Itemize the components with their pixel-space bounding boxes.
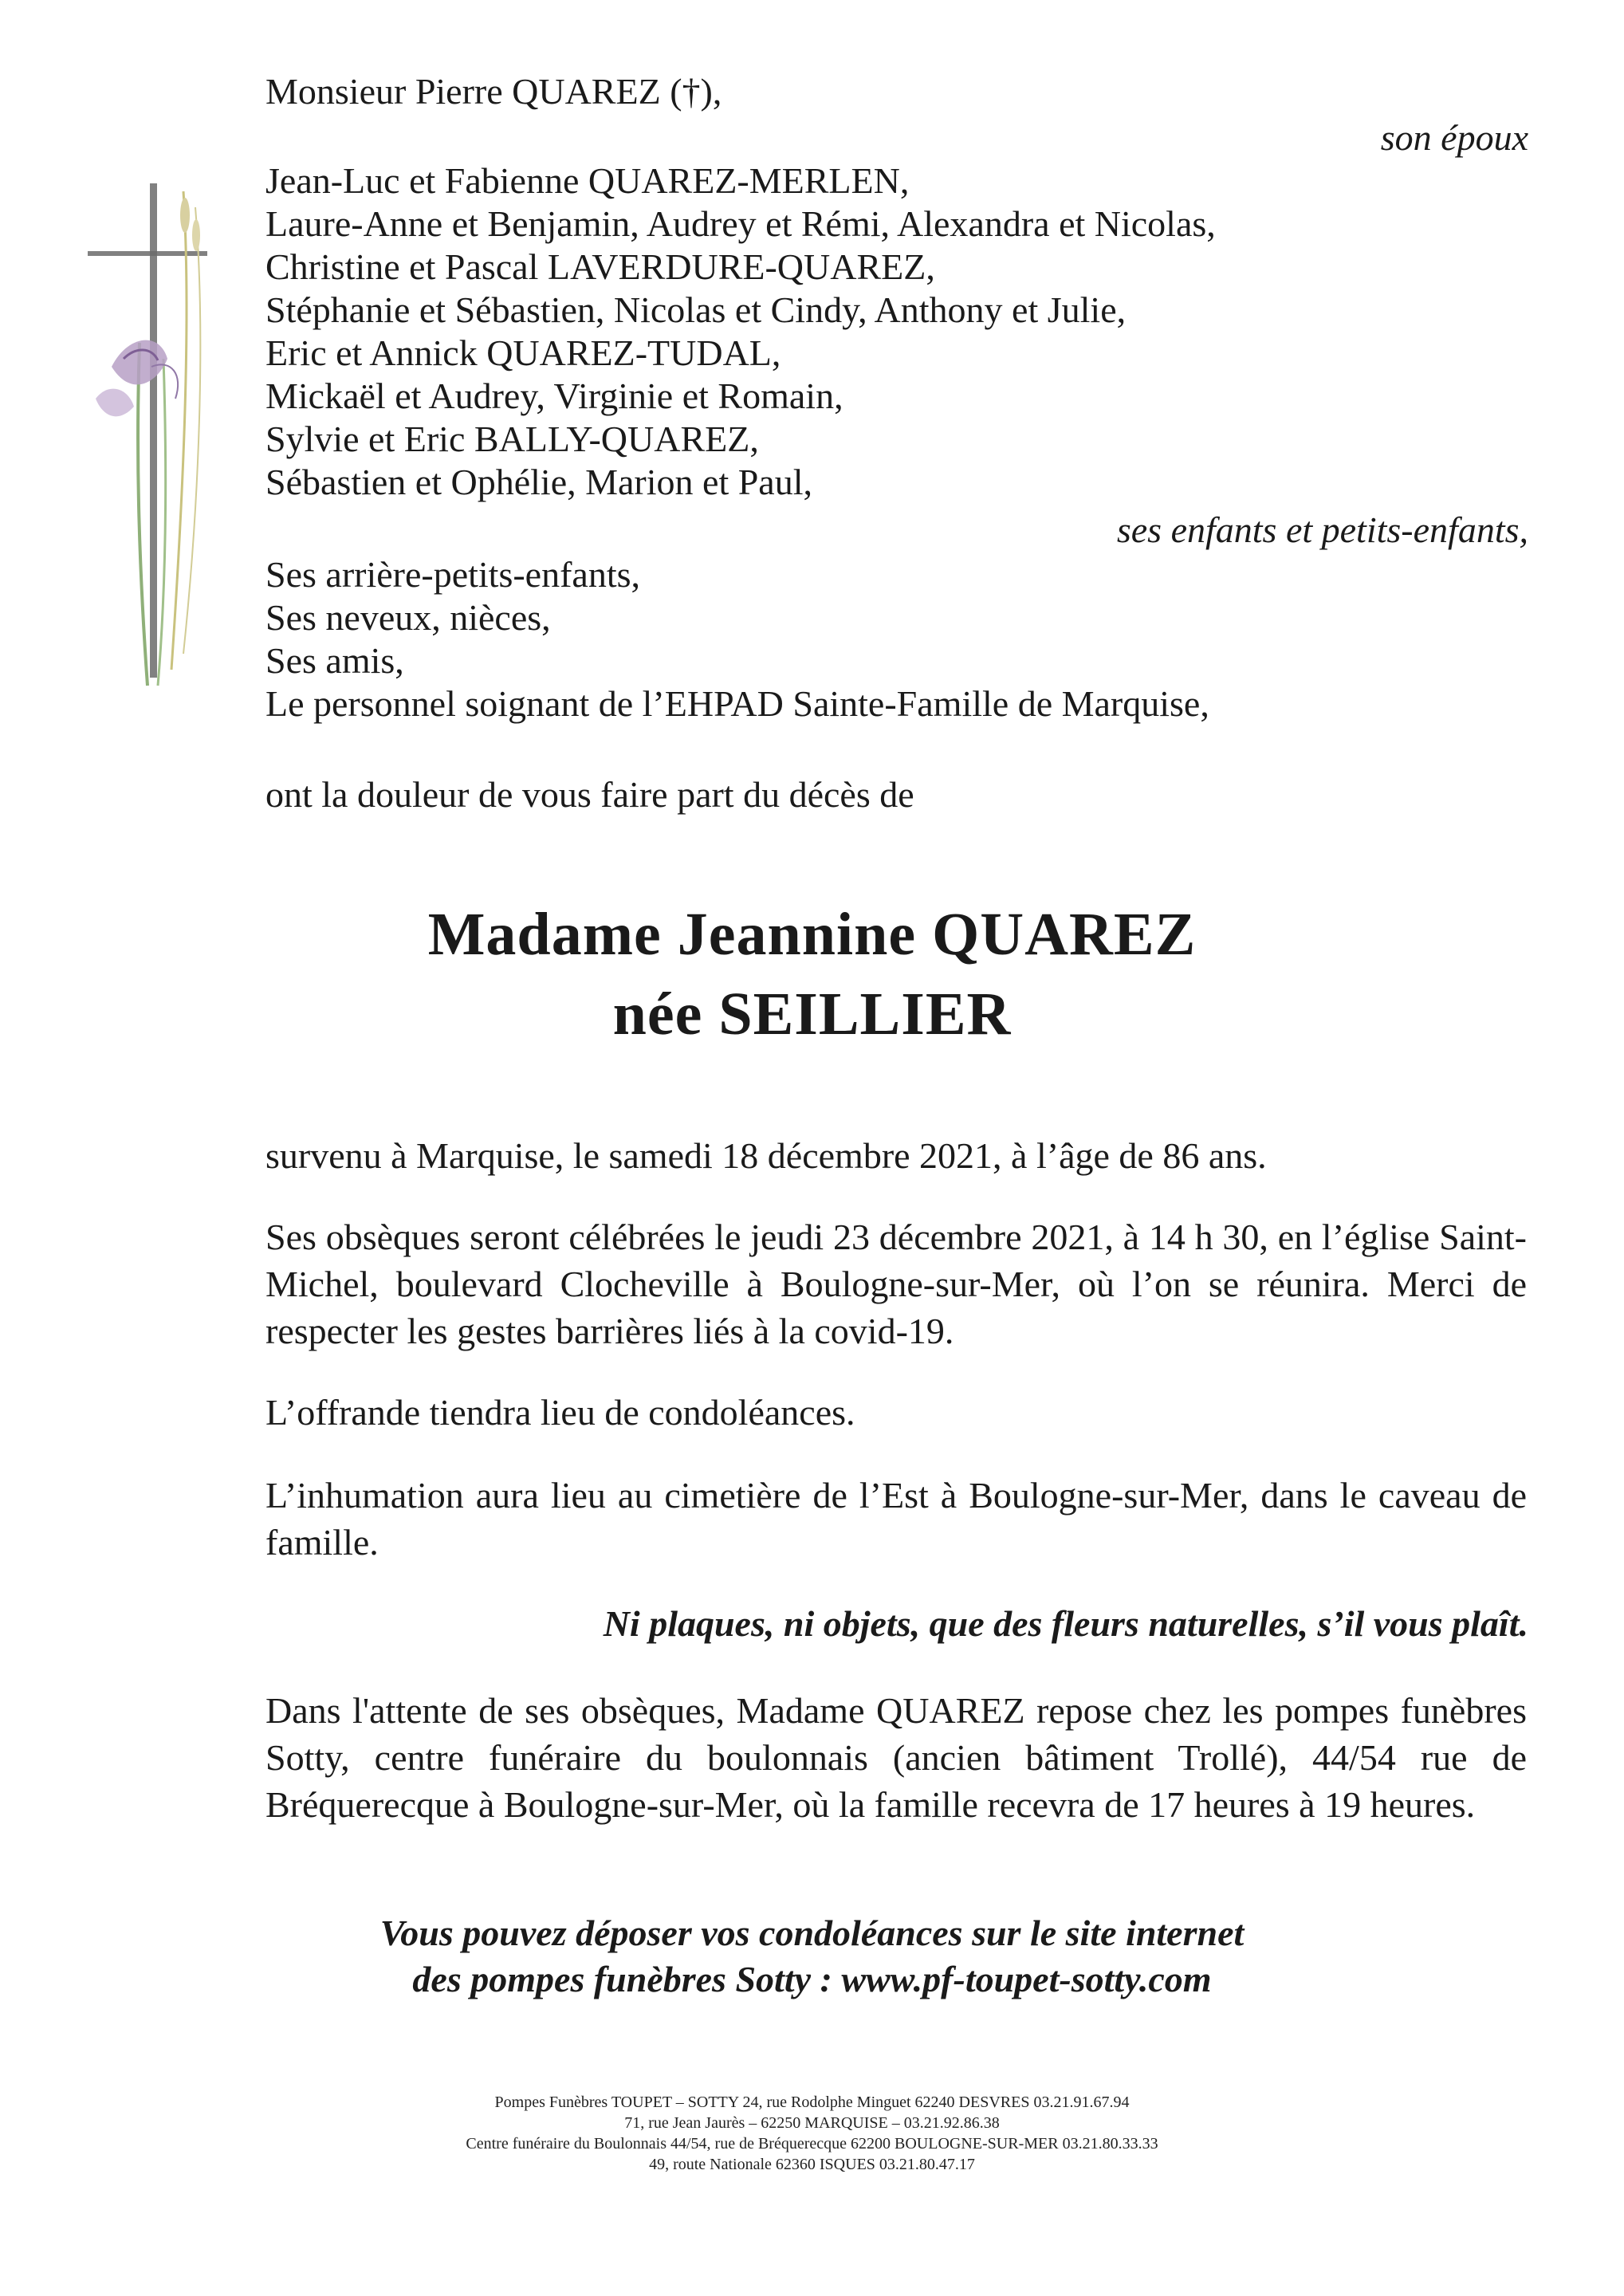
family-line: Mickaël et Audrey, Virginie et Romain, (265, 375, 843, 416)
others-line: Ses amis, (265, 640, 404, 681)
footer-line: 49, route Nationale 62360 ISQUES 03.21.80.47.17 (649, 2156, 975, 2173)
family-line: Stéphanie et Sébastien, Nicolas et Cindy, Anthony et Julie, (265, 289, 1127, 330)
husband-role: son époux (1380, 117, 1528, 158)
deceased-name: Madame Jeannine QUAREZ (427, 901, 1197, 968)
cross-lily-icon (64, 159, 247, 702)
flowers-notice: Ni plaques, ni objets, que des fleurs naturelles, s’il vous plaît. (603, 1603, 1528, 1644)
children-role: ses enfants et petits-enfants, (1116, 509, 1528, 550)
funeral-details: Ses obsèques seront célébrées le jeudi 23 décembre 2021, à 14 h 30, en l’église Saint-Michel, boulevard Clocheville à Boulogne-sur-Mer, où l’on se réunira. Merci de respecter les gestes barrières liés à la covid-19. (265, 1217, 1527, 1351)
death-details: survenu à Marquise, le samedi 18 décembre 2021, à l’âge de 86 ans. (265, 1135, 1267, 1176)
family-line: Eric et Annick QUAREZ-TUDAL, (265, 332, 781, 373)
announcement: ont la douleur de vous faire part du décès de (265, 774, 914, 815)
others-line: Le personnel soignant de l’EHPAD Sainte-Famille de Marquise, (265, 683, 1209, 724)
husband-line: Monsieur Pierre QUAREZ (†), (265, 71, 722, 112)
deceased-maiden-name: née SEILLIER (612, 981, 1012, 1048)
family-line: Sébastien et Ophélie, Marion et Paul, (265, 462, 813, 502)
family-line: Christine et Pascal LAVERDURE-QUAREZ, (265, 246, 935, 287)
offering-details: L’offrande tiendra lieu de condoléances. (265, 1392, 855, 1433)
footer-line: Pompes Funèbres TOUPET – SOTTY 24, rue Rodolphe Minguet 62240 DESVRES 03.21.91.67.94 (494, 2094, 1130, 2111)
family-line: Sylvie et Eric BALLY-QUAREZ, (265, 419, 759, 459)
condolences-line: des pompes funèbres Sotty : www.pf-toupet-sotty.com (412, 1959, 1212, 1999)
burial-details: L’inhumation aura lieu au cimetière de l’Est à Boulogne-sur-Mer, dans le caveau de famille. (265, 1475, 1527, 1563)
family-line: Laure-Anne et Benjamin, Audrey et Rémi, Alexandra et Nicolas, (265, 203, 1216, 244)
others-line: Ses arrière-petits-enfants, (265, 554, 641, 595)
footer-line: Centre funéraire du Boulonnais 44/54, rue de Bréquerecque 62200 BOULOGNE-SUR-MER 03.21.80.33.33 (466, 2135, 1158, 2152)
condolences-line: Vous pouvez déposer vos condoléances sur le site internet (379, 1913, 1245, 1953)
family-line: Jean-Luc et Fabienne QUAREZ-MERLEN, (265, 160, 910, 201)
others-line: Ses neveux, nièces, (265, 597, 551, 638)
viewing-details: Dans l'attente de ses obsèques, Madame QUAREZ repose chez les pompes funèbres Sotty, centre funéraire du boulonnais (ancien bâtiment Trollé), 44/54 rue de Bréquerecque à Boulogne-sur-Mer, où la famille recevra de 17 heures à 19 heures. (265, 1690, 1527, 1825)
footer-line: 71, rue Jean Jaurès – 62250 MARQUISE – 03.21.92.86.38 (624, 2114, 1000, 2132)
